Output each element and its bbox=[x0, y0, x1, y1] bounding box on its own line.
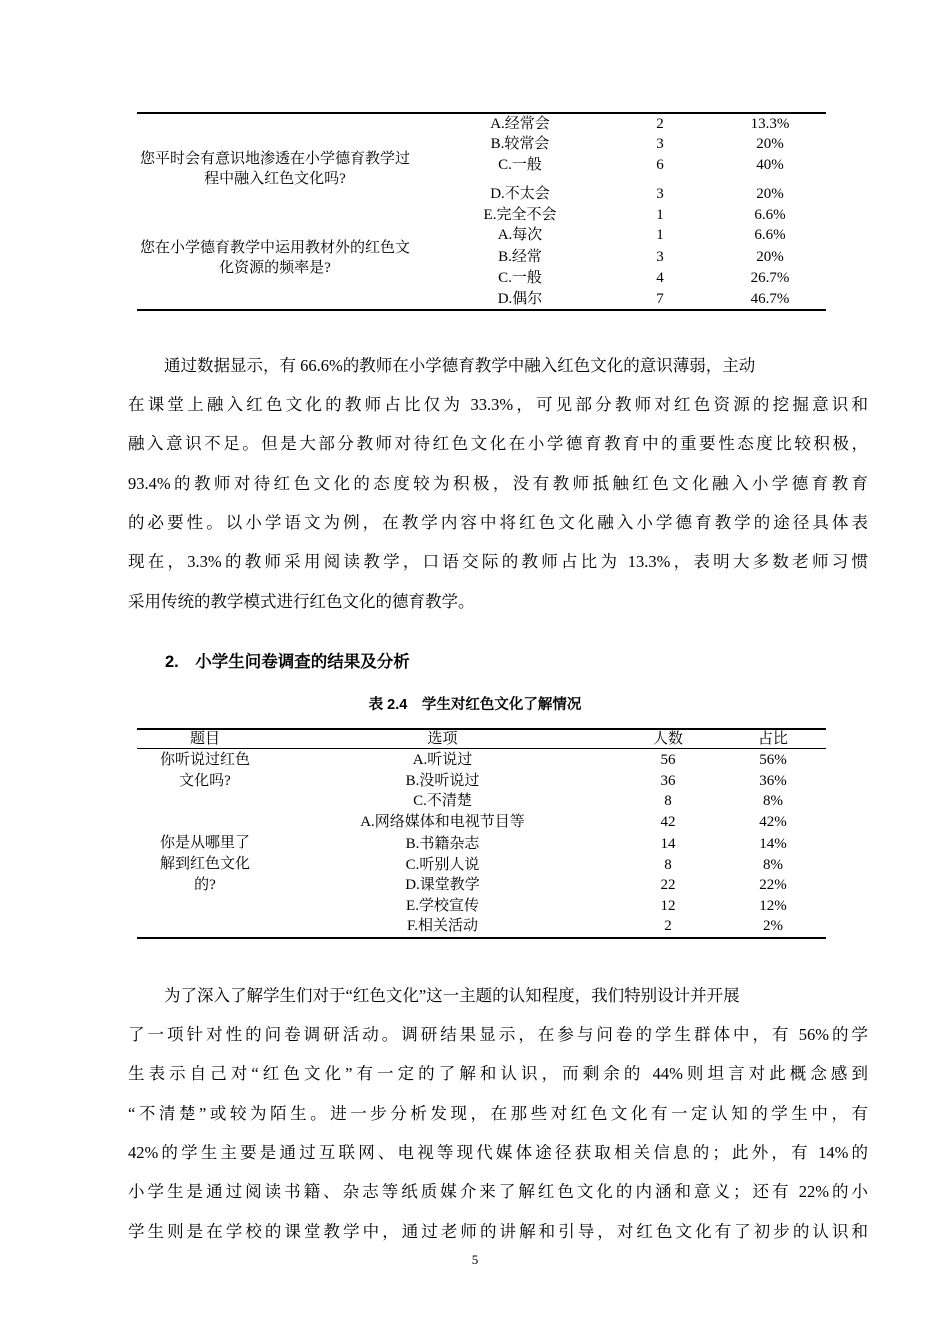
table-percent: 20% bbox=[756, 186, 784, 202]
table-bottom-rule bbox=[137, 937, 826, 939]
table-percent: 12% bbox=[759, 898, 787, 914]
table-question-2: 您在小学德育教学中运用教材外的红色文化资源的频率是? bbox=[140, 240, 411, 276]
table-count: 56 bbox=[660, 752, 676, 768]
section-heading: 2. 小学生问卷调查的结果及分析 bbox=[165, 653, 410, 671]
table-option: C.一般 bbox=[498, 270, 542, 286]
table-count: 4 bbox=[656, 270, 664, 286]
table-count: 3 bbox=[656, 136, 664, 152]
text-line: 93.4%的教师对待红色文化的态度较为积极，没有教师抵触红色文化融入小学德育教育 bbox=[128, 474, 868, 493]
table-header-question: 题目 bbox=[189, 731, 220, 747]
table-question-2: 解到红色文化 bbox=[159, 856, 250, 872]
text-line: “不清楚”或较为陌生。进一步分析发现，在那些对红色文化有一定认知的学生中，有 bbox=[128, 1104, 868, 1123]
table-count: 7 bbox=[656, 291, 664, 307]
text-line: 42%的学生主要是通过互联网、电视等现代媒体途径获取相关信息的；此外，有 14%的 bbox=[128, 1143, 868, 1162]
table-option: A.每次 bbox=[497, 227, 543, 243]
table-count: 8 bbox=[664, 793, 672, 809]
text-line: 生表示自己对“红色文化”有一定的了解和认识，而剩余的 44%则坦言对此概念感到 bbox=[128, 1064, 868, 1083]
table-option: D.不太会 bbox=[490, 186, 550, 202]
table-count: 3 bbox=[656, 186, 664, 202]
text-line: 学生则是在学校的课堂教学中，通过老师的讲解和引导，对红色文化有了初步的认识和 bbox=[128, 1222, 868, 1241]
table-option: C.听别人说 bbox=[405, 857, 480, 873]
table-percent: 56% bbox=[759, 752, 787, 768]
table-count: 36 bbox=[660, 773, 676, 789]
table-question-2: 的? bbox=[194, 877, 216, 893]
text-line: 了一项针对性的问卷调研活动。调研结果显示，在参与问卷的学生群体中，有 56%的学 bbox=[128, 1025, 868, 1044]
table-percent: 13.3% bbox=[750, 116, 790, 132]
table-percent: 6.6% bbox=[754, 227, 786, 243]
table-option: E.学校宣传 bbox=[406, 898, 479, 914]
text-line: 通过数据显示，有 66.6%的教师在小学德育教学中融入红色文化的意识薄弱，主动 bbox=[164, 356, 756, 375]
text-line: 小学生是通过阅读书籍、杂志等纸质媒介来了解红色文化的内涵和意义；还有 22%的小 bbox=[128, 1182, 868, 1201]
table-bottom-rule bbox=[137, 309, 826, 311]
table-percent: 26.7% bbox=[750, 270, 790, 286]
table-header-rule bbox=[137, 748, 826, 749]
table-count: 1 bbox=[656, 227, 664, 243]
table-percent: 40% bbox=[756, 157, 784, 173]
table-header-option: 选项 bbox=[427, 731, 458, 747]
table-count: 14 bbox=[660, 836, 676, 852]
table-count: 8 bbox=[664, 857, 672, 873]
table-count: 2 bbox=[656, 116, 664, 132]
table-top-rule bbox=[137, 112, 826, 114]
table-option: B.书籍杂志 bbox=[405, 836, 480, 852]
table-count: 1 bbox=[656, 207, 664, 223]
table-percent: 42% bbox=[759, 814, 787, 830]
table-percent: 8% bbox=[763, 793, 783, 809]
table-count: 2 bbox=[664, 918, 672, 934]
text-line: 为了深入了解学生们对于“红色文化”这一主题的认知程度，我们特别设计并开展 bbox=[164, 986, 740, 1005]
page-number: 5 bbox=[471, 1252, 479, 1267]
table-option: B.经常 bbox=[498, 249, 542, 265]
table-option: A.听说过 bbox=[412, 752, 473, 768]
table-percent: 6.6% bbox=[754, 207, 786, 223]
table-option: D.课堂教学 bbox=[405, 877, 480, 893]
table-percent: 22% bbox=[759, 877, 787, 893]
table-percent: 14% bbox=[759, 836, 787, 852]
table-option: B.没听说过 bbox=[405, 773, 480, 789]
text-line: 融入意识不足。但是大部分教师对待红色文化在小学德育教育中的重要性态度比较积极， bbox=[128, 434, 868, 453]
table-question-1: 您平时会有意识地渗透在小学德育教学过程中融入红色文化吗? bbox=[140, 151, 411, 187]
table-percent: 36% bbox=[759, 773, 787, 789]
table-header-percent: 占比 bbox=[757, 731, 788, 747]
table-percent: 8% bbox=[763, 857, 783, 873]
table-count: 12 bbox=[660, 898, 676, 914]
text-line: 的必要性。以小学语文为例，在教学内容中将红色文化融入小学德育教学的途径具体表 bbox=[128, 513, 868, 532]
table-count: 22 bbox=[660, 877, 676, 893]
table-percent: 46.7% bbox=[750, 291, 790, 307]
table-percent: 20% bbox=[756, 136, 784, 152]
table-percent: 2% bbox=[763, 918, 783, 934]
table-option: C.一般 bbox=[498, 157, 542, 173]
table-option: B.较常会 bbox=[490, 136, 550, 152]
text-line: 现在，3.3%的教师采用阅读教学，口语交际的教师占比为 13.3%，表明大多数老师习惯 bbox=[128, 552, 868, 571]
table-option: A.网络媒体和电视节目等 bbox=[360, 814, 525, 830]
table-caption: 表 2.4 学生对红色文化了解情况 bbox=[368, 697, 582, 713]
table-question-1: 文化吗? bbox=[179, 773, 231, 789]
text-line: 在课堂上融入红色文化的教师占比仅为 33.3%，可见部分教师对红色资源的挖掘意识和 bbox=[128, 395, 868, 414]
table-count: 6 bbox=[656, 157, 664, 173]
table-question-2: 你是从哪里了 bbox=[159, 835, 250, 851]
text-line: 采用传统的教学模式进行红色文化的德育教学。 bbox=[128, 592, 475, 611]
table-option: E.完全不会 bbox=[483, 207, 557, 223]
table-header-count: 人数 bbox=[652, 731, 683, 747]
table-option: D.偶尔 bbox=[497, 291, 543, 307]
table-count: 3 bbox=[656, 249, 664, 265]
table-percent: 20% bbox=[756, 249, 784, 265]
table-option: F.相关活动 bbox=[407, 918, 478, 934]
table-count: 42 bbox=[660, 814, 676, 830]
table-question-1: 你听说过红色 bbox=[159, 752, 250, 768]
table-option: C.不清楚 bbox=[413, 793, 472, 809]
table-option: A.经常会 bbox=[490, 116, 550, 132]
